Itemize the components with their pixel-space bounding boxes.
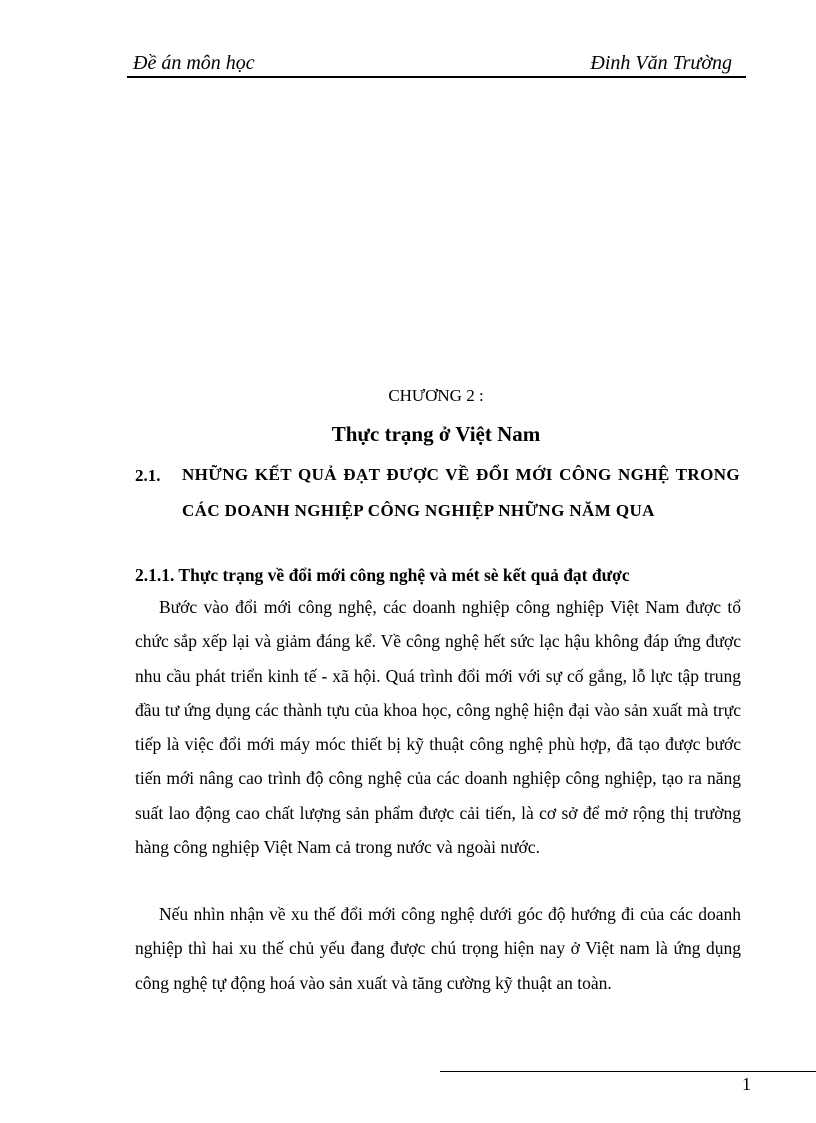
section-number: 2.1.: [135, 466, 161, 485]
body-paragraph: Nếu nhìn nhận về xu thế đổi mới công nghệ dưới góc độ hướng đi của các doanh nghiệp thì hai xu thế chủ yếu đang được chú trọng hiện nay ở Việt nam là ứng dụng công nghệ tự động hoá vào sản xuất và tăng cường kỹ thuật an toàn.: [135, 904, 741, 993]
section-title: NHỮNG KẾT QUẢ ĐẠT ĐƯỢC VỀ ĐỔI MỚI CÔNG NGHỆ TRONG CÁC DOANH NGHIỆP CÔNG NGHIỆP NHỮNG NĂM QUA: [182, 465, 740, 520]
chapter-label: CHƯƠNG 2 :: [388, 386, 484, 405]
chapter-title: Thực trạng ở Việt Nam: [331, 422, 541, 446]
page-header: [127, 46, 746, 78]
subsection-title: 2.1.1. Thực trạng về đổi mới công nghệ và mét sè kết quả đạt được: [135, 565, 630, 585]
header-course-title: Đề án môn học: [133, 52, 255, 74]
body-paragraph: Bước vào đổi mới công nghệ, các doanh nghiệp công nghiệp Việt Nam được tổ chức sắp xếp lại và giảm đáng kể. Về công nghệ hết sức lạc hậu không đáp ứng được nhu cầu phát triển kinh tế - xã hội. Quá trình đổi mới với sự cố gắng, lỗ lực tập trung đầu tư ứng dụng các thành tựu của khoa học, công nghệ hiện đại vào sản xuất mà trực tiếp là việc đổi mới máy móc thiết bị kỹ thuật công nghệ phù hợp, đã tạo được bước tiến mới nâng cao trình độ công nghệ của các doanh nghiệp công nghiệp, tạo ra năng suất lao động cao chất lượng sản phẩm được cải tiến, là cơ sở để mở rộng thị trường hàng công nghiệp Việt Nam cả trong nước và ngoài nước.: [135, 597, 741, 858]
page-number: 1: [742, 1074, 751, 1094]
header-author-name: Đinh Văn Trường: [590, 52, 732, 74]
footer-divider: [440, 1071, 816, 1072]
